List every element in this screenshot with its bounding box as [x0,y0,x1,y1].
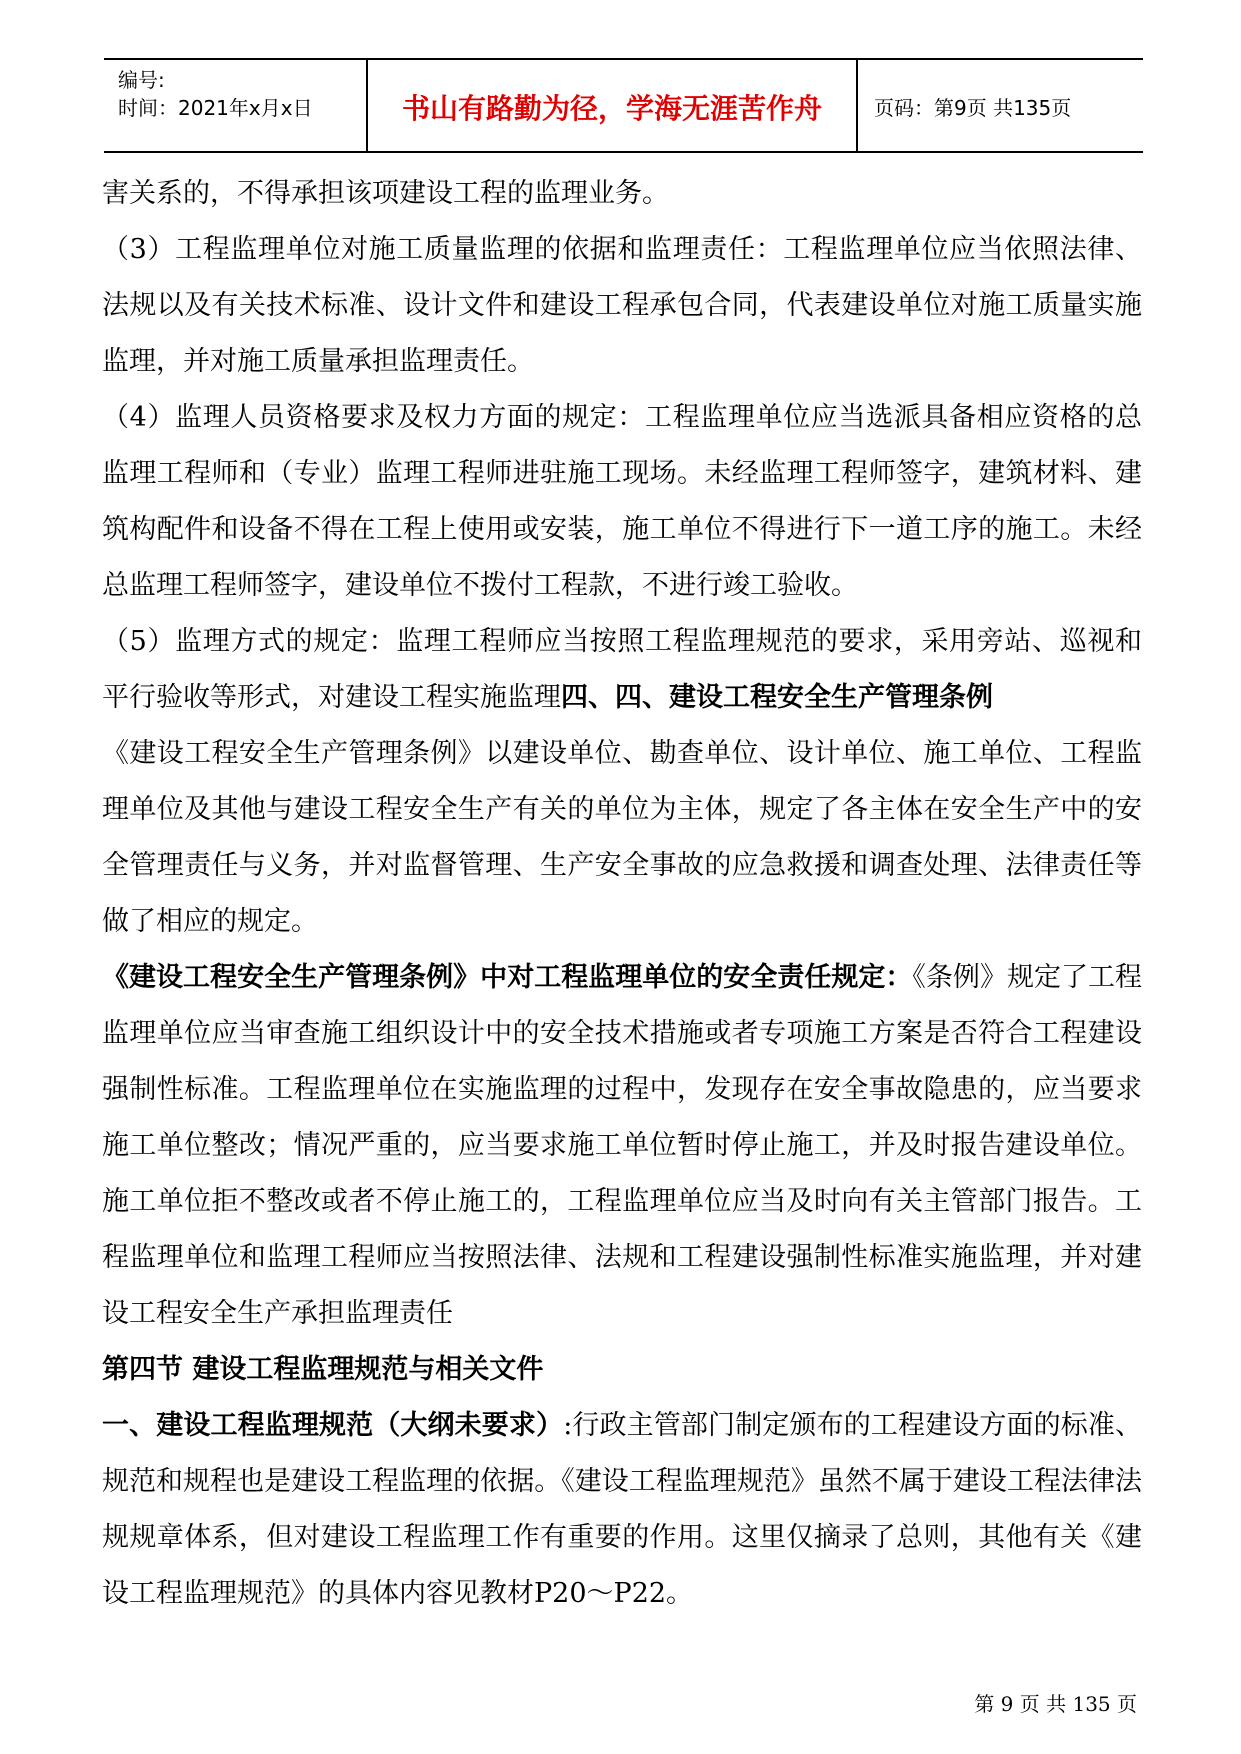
inline-heading: 《建设工程安全生产管理条例》中对工程监理单位的安全责任规定： [102,962,913,993]
document-number-label: 编号: [118,68,165,92]
header-meta [118,66,368,122]
page-footer: 第 9 页 共 135 页 [974,1692,1137,1716]
paragraph [102,950,1142,1342]
header-page-code: 页码：第9页 共135页 [874,96,1072,120]
document-time-label: 时间：2021年x月x日 [118,96,313,120]
paragraph-text: （5）监理方式的规定：监理工程师应当按照工程监理规范的要求，采用旁站、巡视和平行验收等形式，对建设工程实施监理 [102,626,1142,713]
document-body [102,166,1142,1622]
inline-heading: 一、建设工程监理规范（大纲未要求） [102,1410,564,1441]
inline-heading: 四、四、建设工程安全生产管理条例 [561,682,993,713]
paragraph-text: 《条例》规定了工程监理单位应当审查施工组织设计中的安全技术措施或者专项施工方案是否符合工程建设强制性标准。工程监理单位在实施监理的过程中，发现存在安全事故隐患的，应当要求施工单位整改；情况严重的，应当要求施工单位暂时停止施工，并及时报告建设单位。施工单位拒不整改或者不停止施工的，工程监理单位应当及时向有关主管部门报告。工程监理单位和监理工程师应当按照法律、法规和工程建设强制性标准实施监理，并对建设工程安全生产承担监理责任 [102,962,1143,1329]
paragraph [102,614,1142,726]
paragraph: （3）工程监理单位对施工质量监理的依据和监理责任：工程监理单位应当依照法律、法规以及有关技术标准、设计文件和建设工程承包合同，代表建设单位对施工质量实施监理，并对施工质量承担监理责任。 [102,234,1142,377]
section-heading: 第四节 建设工程监理规范与相关文件 [102,1354,544,1385]
paragraph: 害关系的，不得承担该项建设工程的监理业务。 [102,178,669,209]
page-header [104,58,1143,153]
header-motto: 书山有路勤为径，学海无涯苦作舟 [401,91,822,125]
paragraph [102,1398,1142,1622]
paragraph: （4）监理人员资格要求及权力方面的规定：工程监理单位应当选派具备相应资格的总监理工程师和（专业）监理工程师进驻施工现场。未经监理工程师签字，建筑材料、建筑构配件和设备不得在工程上使用或安装，施工单位不得进行下一道工序的施工。未经总监理工程师签字，建设单位不拨付工程款，不进行竣工验收。 [102,402,1142,601]
paragraph: 《建设工程安全生产管理条例》以建设单位、勘查单位、设计单位、施工单位、工程监理单位及其他与建设工程安全生产有关的单位为主体，规定了各主体在安全生产中的安全管理责任与义务，并对监督管理、生产安全事故的应急救援和调查处理、法律责任等做了相应的规定。 [102,738,1142,937]
paragraph-text: :行政主管部门制定颁布的工程建设方面的标准、规范和规程也是建设工程监理的依据。《建设工程监理规范》虽然不属于建设工程法律法规规章体系，但对建设工程监理工作有重要的作用。这里仅摘录了总则，其他有关《建设工程监理规范》的具体内容见教材P20～P22。 [102,1410,1142,1609]
